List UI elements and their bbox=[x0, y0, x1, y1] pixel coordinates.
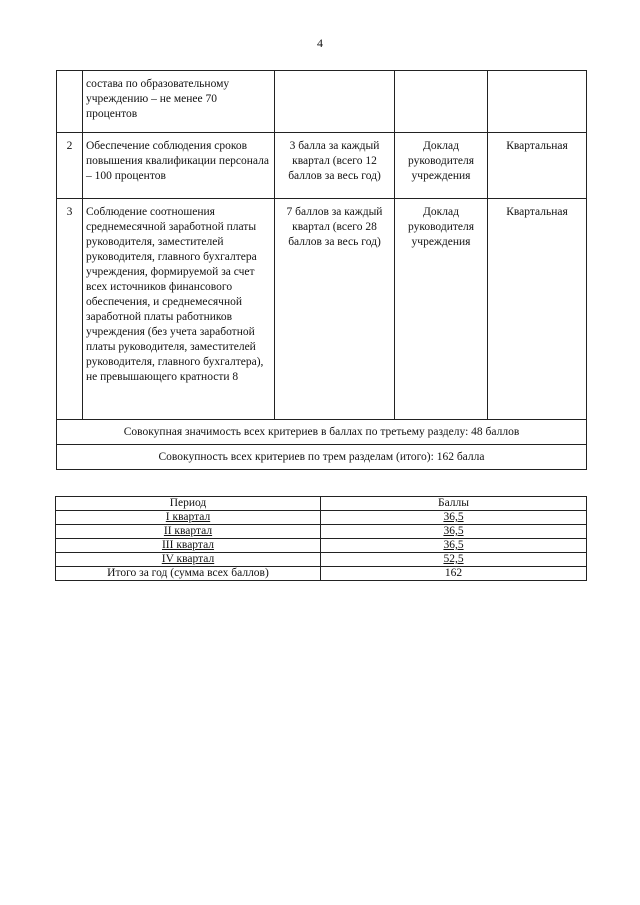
table-row bbox=[56, 553, 587, 567]
points-cell: 162 bbox=[321, 567, 587, 581]
section-total-text: Совокупная значимость всех критериев в баллах по третьему разделу: 48 баллов bbox=[57, 420, 587, 445]
criterion-source: Доклад руководителя учреждения bbox=[395, 199, 488, 420]
criterion-period bbox=[488, 71, 587, 133]
periods-table bbox=[55, 496, 587, 581]
criterion-period: Квартальная bbox=[488, 199, 587, 420]
table-row bbox=[56, 539, 587, 553]
criterion-text: состава по образовательному учреждению – не менее 70 процентов bbox=[83, 71, 275, 133]
row-number: 2 bbox=[57, 133, 83, 199]
page-number: 4 bbox=[317, 36, 323, 50]
points-cell: 36,5 bbox=[321, 525, 587, 539]
points-cell: 36,5 bbox=[321, 539, 587, 553]
points-cell: 52,5 bbox=[321, 553, 587, 567]
row-number bbox=[57, 71, 83, 133]
section-total-row bbox=[57, 420, 587, 445]
period-cell: III квартал bbox=[56, 539, 321, 553]
table-header-row bbox=[56, 497, 587, 511]
table-total-row bbox=[56, 567, 587, 581]
column-header-period: Период bbox=[56, 497, 321, 511]
period-cell: IV квартал bbox=[56, 553, 321, 567]
row-number: 3 bbox=[57, 199, 83, 420]
criterion-source bbox=[395, 71, 488, 133]
period-cell: I квартал bbox=[56, 511, 321, 525]
criteria-table bbox=[56, 70, 587, 470]
criterion-points: 7 баллов за каждый квартал (всего 28 баллов за весь год) bbox=[275, 199, 395, 420]
grand-total-row bbox=[57, 445, 587, 470]
criterion-points bbox=[275, 71, 395, 133]
table-row bbox=[56, 511, 587, 525]
criterion-period: Квартальная bbox=[488, 133, 587, 199]
table-row bbox=[57, 199, 587, 420]
column-header-points: Баллы bbox=[321, 497, 587, 511]
table-row bbox=[57, 71, 587, 133]
criterion-text: Соблюдение соотношения среднемесячной заработной платы руководителя, заместителей руководителя, главного бухгалтера учреждения, формируемой за счет всех источников финансового обеспечения, и среднемесячной заработной платы работников учреждения (без учета заработной платы руководителя, заместителей руководителя, главного бухгалтера), не превышающего кратности 8 bbox=[83, 199, 275, 420]
grand-total-text: Совокупность всех критериев по трем разделам (итого): 162 балла bbox=[57, 445, 587, 470]
criterion-source: Доклад руководителя учреждения bbox=[395, 133, 488, 199]
table-row bbox=[56, 525, 587, 539]
table-row bbox=[57, 133, 587, 199]
period-cell: II квартал bbox=[56, 525, 321, 539]
points-cell: 36,5 bbox=[321, 511, 587, 525]
criterion-text: Обеспечение соблюдения сроков повышения квалификации персонала – 100 процентов bbox=[83, 133, 275, 199]
period-cell: Итого за год (сумма всех баллов) bbox=[56, 567, 321, 581]
criterion-points: 3 балла за каждый квартал (всего 12 баллов за весь год) bbox=[275, 133, 395, 199]
